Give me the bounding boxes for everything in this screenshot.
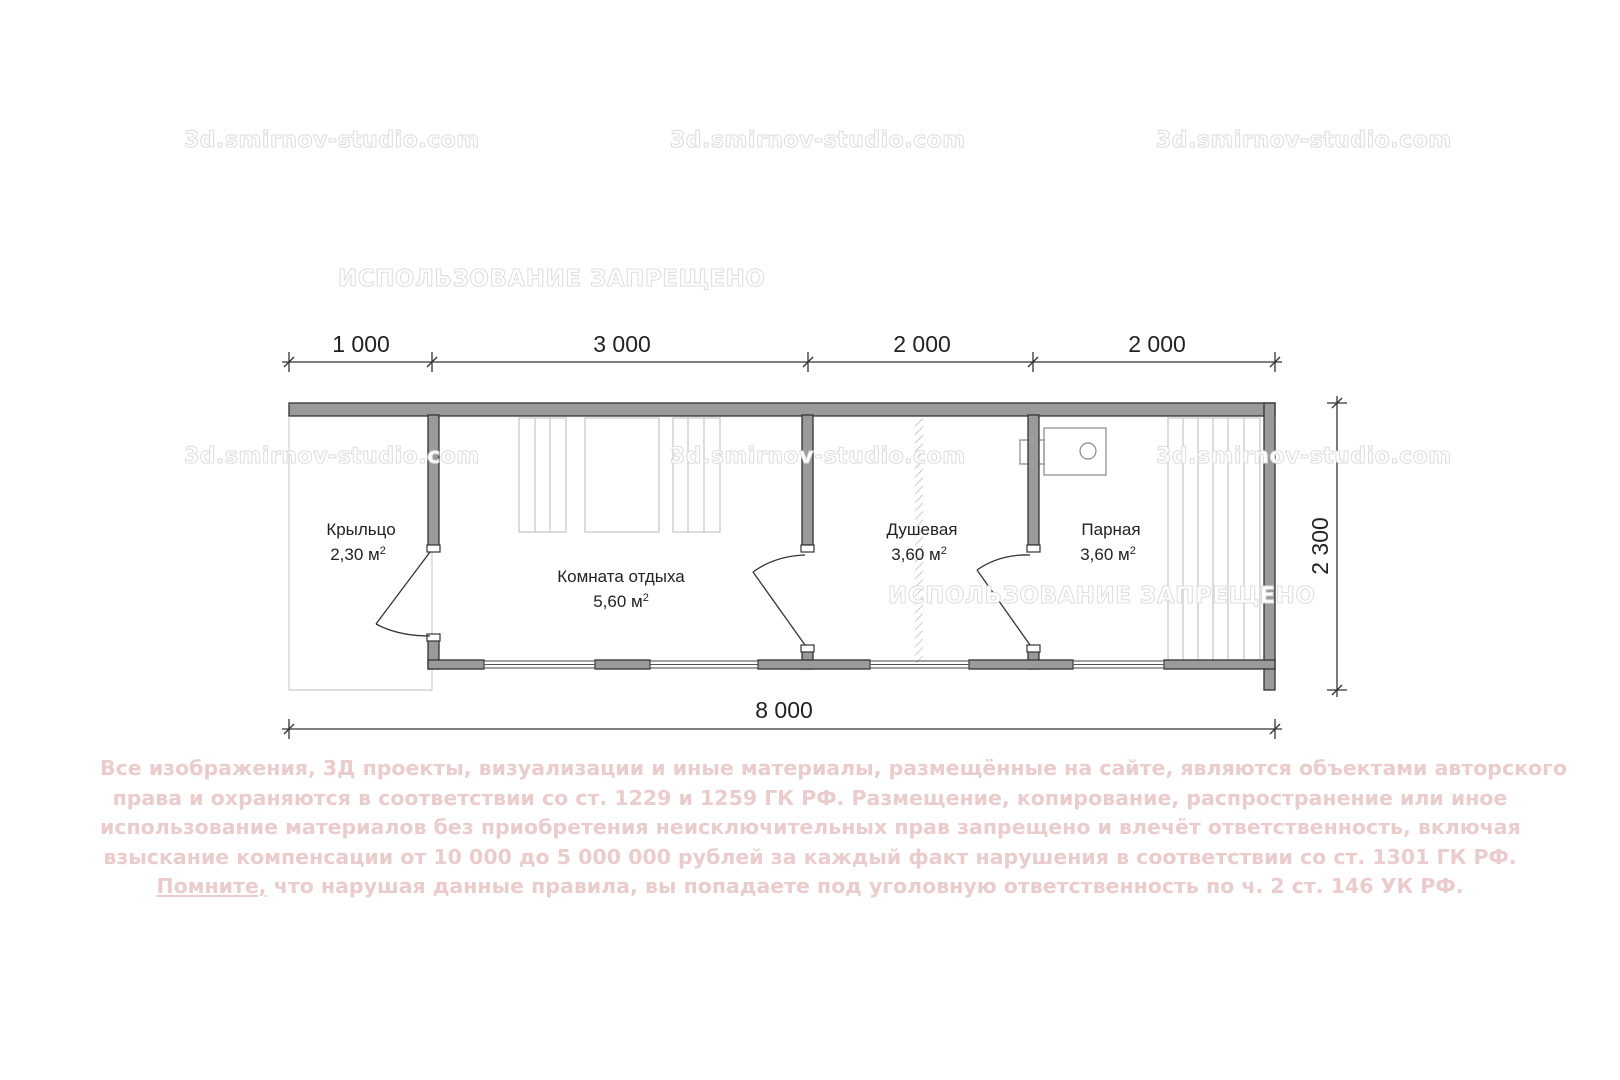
watermark-banned-1: ИСПОЛЬЗОВАНИЕ ЗАПРЕЩЕНО	[338, 266, 766, 292]
watermark-banned-2: ИСПОЛЬЗОВАНИЕ ЗАПРЕЩЕНО	[888, 583, 1316, 609]
dim-bottom: 8 000	[755, 697, 813, 723]
stove-burner	[1080, 443, 1096, 459]
room-name-shower: Душевая	[886, 520, 958, 539]
legal-line-5	[100, 872, 1520, 902]
legal-line-1: Все изображения, 3Д проекты, визуализации и иные материалы, размещённые на сайте, являются объектами авторского	[100, 756, 1567, 780]
room-area-shower: 3,60 $м^2$	[891, 545, 947, 564]
legal-line-2: права и охраняются в соответствии со ст. 1229 и 1259 ГК РФ. Размещение, копирование, распространение или иное	[112, 785, 1508, 810]
room-area-porch: 2,30 $м^2$	[330, 545, 386, 564]
dim-top-2: 3 000	[593, 331, 651, 357]
stove	[1044, 428, 1106, 475]
watermark-site-2: 3d.smirnov-studio.com	[670, 128, 966, 153]
room-area-steam: 3,60 $м^2$	[1080, 545, 1136, 564]
room-name-porch: Крыльцо	[326, 520, 396, 539]
legal-line-5-rest: что нарушая данные правила, вы попадаете под уголовную ответственность по ч. 2 ст. 146 УК РФ.	[266, 874, 1464, 898]
room-area-rest: 5,60 $м^2$	[593, 592, 649, 611]
watermark-site-1: 3d.smirnov-studio.com	[184, 128, 480, 153]
watermark-site-6: 3d.smirnov-studio.com	[1156, 444, 1452, 469]
watermark-site-4: 3d.smirnov-studio.com	[184, 444, 480, 469]
watermark-site-3: 3d.smirnov-studio.com	[1156, 128, 1452, 153]
legal-notice	[100, 754, 1567, 902]
dim-right: 2 300	[1307, 517, 1333, 575]
dim-top-1: 1 000	[332, 331, 390, 357]
dim-top-4: 2 000	[1128, 331, 1186, 357]
legal-line-3: использование материалов без приобретения неисключительных прав запрещено и влечёт ответственность, включая	[100, 815, 1521, 839]
dim-top-3: 2 000	[893, 331, 951, 357]
room-name-rest: Комната отдыха	[557, 567, 685, 586]
lounges	[519, 418, 720, 532]
watermark-site-5: 3d.smirnov-studio.com	[670, 444, 966, 469]
room-name-steam: Парная	[1081, 520, 1141, 539]
legal-line-4: взыскание компенсации от 10 000 до 5 000 000 рублей за каждый факт нарушения в соответствии со ст. 1301 ГК РФ.	[103, 844, 1517, 869]
remember-link[interactable]: Помните,	[156, 874, 267, 898]
